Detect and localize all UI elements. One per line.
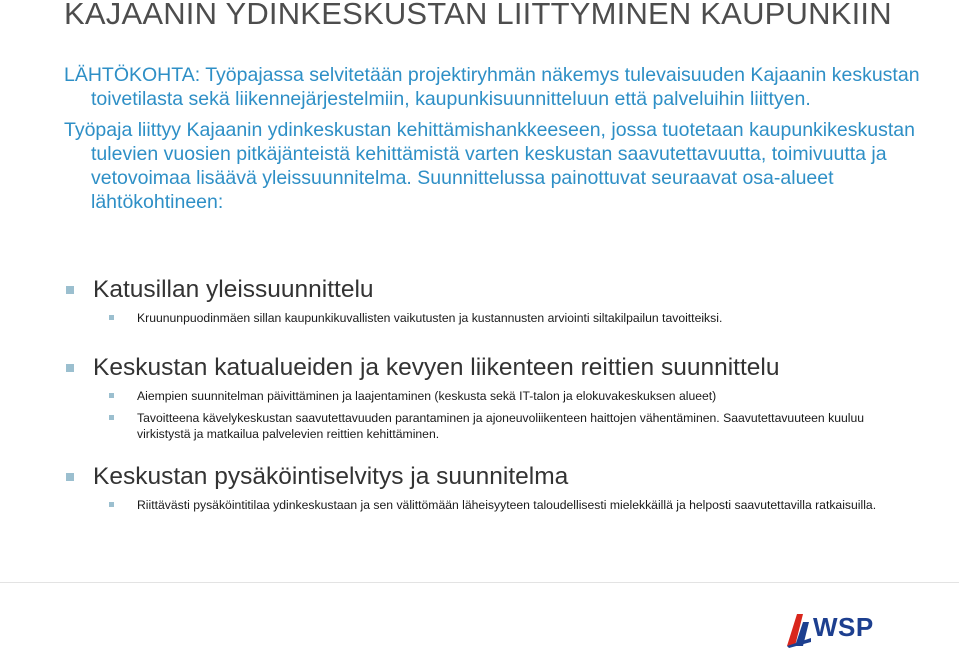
section-heading: Katusillan yleissuunnittelu [93,276,374,303]
section-heading-row [64,354,924,382]
section-heading: Keskustan pysäköintiselvitys ja suunnitelma [93,463,569,490]
square-bullet-icon [66,364,74,372]
wsp-logo [785,606,885,650]
section-pysakointi [64,463,924,513]
section-katusilta [64,276,924,326]
list-item-text: Riittävästi pysäköintitilaa ydinkeskustaan ja sen välittömään läheisyyteen taloudellisesti mielekkäillä ja helposti saavutettavilla ratkaisuilla. [137,498,877,512]
square-bullet-icon [109,315,114,320]
logo-text: WSP [813,612,874,642]
square-bullet-icon [109,393,114,398]
square-bullet-icon [109,502,114,507]
wsp-logo-mark-icon [785,608,813,648]
section-heading-row [64,276,924,304]
list-item-text: Kruununpuodinmäen sillan kaupunkikuvallisten vaikutusten ja kustannusten arviointi siltakilpailun tavoitteiksi. [137,311,723,325]
square-bullet-icon [66,473,74,481]
list-item [109,410,909,442]
intro-paragraph-1: LÄHTÖKOHTA: Työpajassa selvitetään projektiryhmän näkemys tulevaisuuden Kajaanin keskustan toivetilasta sekä liikennejärjestelmiin, kaupunkisuunnitteluun että palveluihin liittyen. [64,64,920,111]
slide-title: KAJAANIN YDINKESKUSTAN LIITTYMINEN KAUPUNKIIN [64,0,892,31]
footer-divider [0,582,959,583]
list-item-text: Tavoitteena kävelykeskustan saavutettavuuden parantaminen ja ajoneuvoliikenteen haittojen vähentäminen. Saavutettavuuteen kuuluu virkistystä ja matkailua palvelevien reittien kehittäminen. [137,411,865,441]
list-item [109,497,909,513]
list-item-text: Aiempien suunnitelman päivittäminen ja laajentaminen (keskusta sekä IT-talon ja elokuvakeskuksen alueet) [137,389,717,403]
section-heading: Keskustan katualueiden ja kevyen liikenteen reittien suunnittelu [93,354,780,381]
square-bullet-icon [109,415,114,420]
section-heading-row [64,463,924,491]
square-bullet-icon [66,286,74,294]
list-item [109,310,909,326]
intro-paragraph-2: Työpaja liittyy Kajaanin ydinkeskustan kehittämishankkeeseen, jossa tuotetaan kaupunkikeskustan tulevien vuosien pitkäjänteistä kehittämistä varten keskustan saavutettavuutta, toimivuutta ja vetovoimaa lisäävä yleissuunnitelma. Suunnittelussa painottuvat seuraavat osa-alueet lähtökohtineen: [64,118,915,214]
list-item [109,388,909,404]
section-katualueet [64,354,924,442]
intro-text [64,63,924,215]
